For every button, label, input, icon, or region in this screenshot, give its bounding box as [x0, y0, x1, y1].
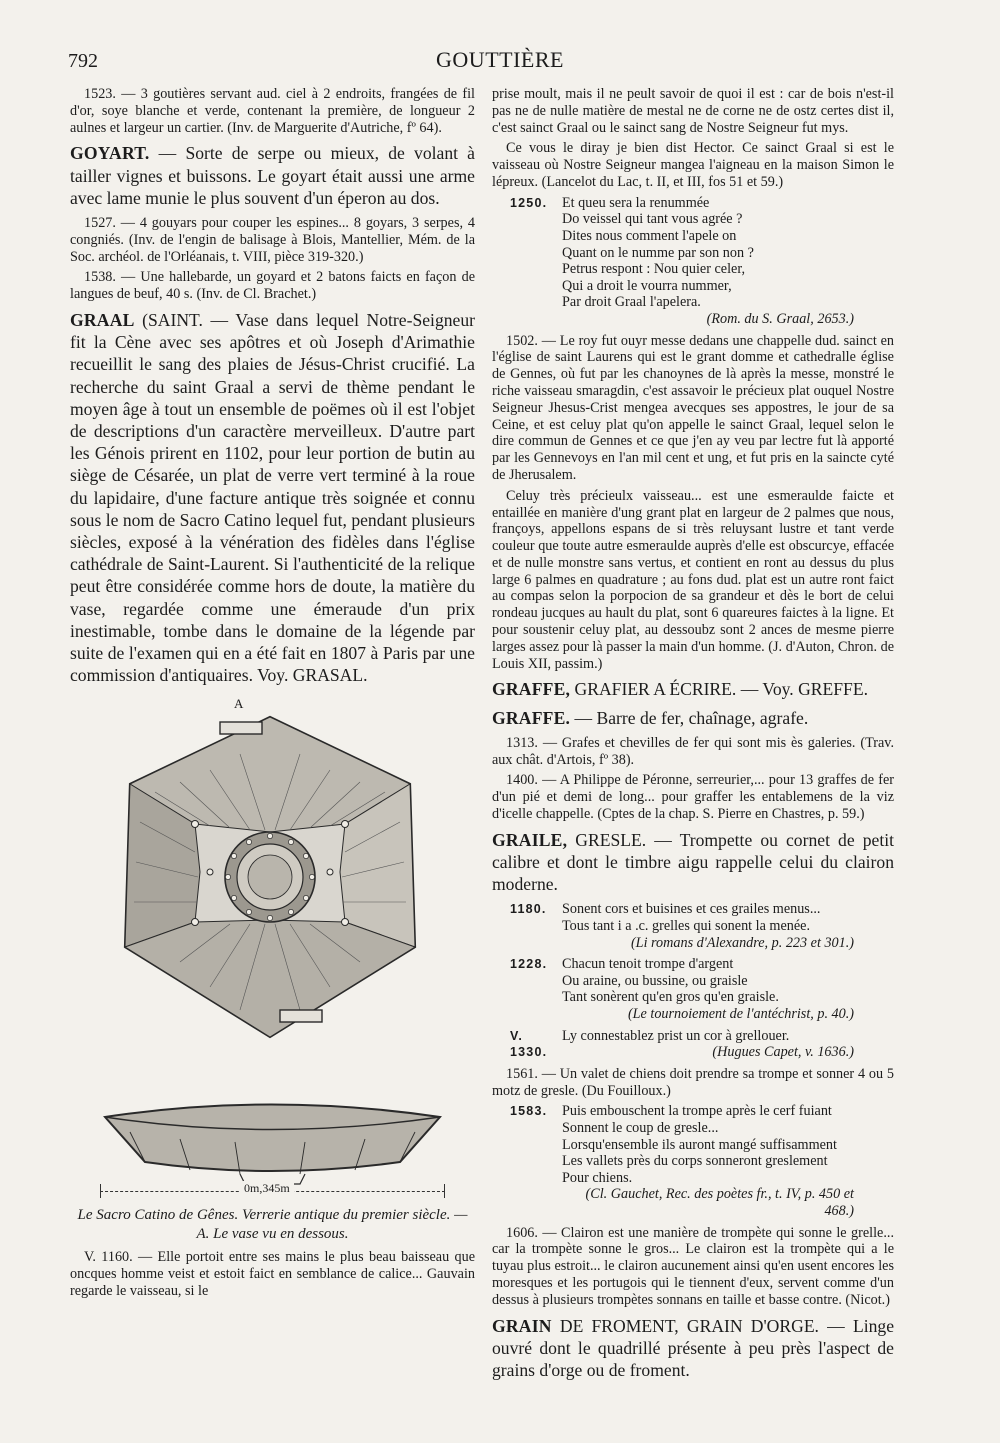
definition-graffe-2: — Barre de fer, chaînage, agrafe.: [570, 707, 809, 728]
verse-line: Ly connestablez prist un cor à grellouer.: [562, 1027, 790, 1044]
verse-line: Tous tant i a .c. grelles qui sonent la menée.: [562, 918, 811, 935]
dish-handle-bottom: [280, 1010, 322, 1022]
entry-grain: [492, 1315, 894, 1382]
definition-graal: — Vase dans lequel Notre-Seigneur fit la Cène avec ses apôtres et où Joseph d'Arimathie recueillit le sang des plaies de Jésus-Christ crucifié. La recherche du saint Graal a servi de thème pendant le moyen âge à tout un ensemble de poëmes où il est l'objet de descriptions d'un caractère merveilleux. D'autre part les Génois prirent en 1102, pour leur portion de butin au siège de Césarée, un plat de verre vert terminé à la roue du lapidaire, d'une facture antique très soignée et connu sous le nom de Sacro Catino lequel fut, pendant plusieurs siècles, exposé à la vénération des fidèles dans l'église cathédrale de Saint-Laurent. Si l'authenticité de la relique peut être considérée comme hors de doute, la matière du vase, regardée comme une émeraude d'un prix inestimable, tombe dans le domaine de la légende par suite de l'examen qui en a été fait en 1807 à Paris par une commission d'antiquaires. Voy. GRASAL.: [70, 309, 475, 686]
verse-line: Tant sonèrent qu'en gros qu'en graisle.: [562, 989, 779, 1006]
verse-source: (Rom. du S. Graal, 2653.): [706, 310, 854, 327]
subhead-graal: (SAINT.: [134, 309, 203, 330]
quote-continued-2: Ce vous le diray je bien dist Hector. Ce sainct Graal si est le vaisseau où Nostre Seigneur mangea l'aigneau en la maison Simon le lépreux. (Lancelot du Lac, t. II, et III, fos 51 et 59.): [492, 140, 894, 190]
scale-bar: [100, 1181, 445, 1198]
verse-year: 1250.: [510, 195, 548, 210]
definition-grain: DE FROMENT, GRAIN D'ORGE. — Linge ouvré dont le quadrillé présente à peu près l'aspect de grains d'orge ou de froment.: [492, 1315, 894, 1380]
verse-year: 1228.: [510, 957, 548, 972]
verse-source: (Li romans d'Alexandre, p. 223 et 301.): [630, 934, 854, 951]
left-column: [70, 86, 475, 1304]
entry-graal: [70, 309, 475, 686]
verse-line: Petrus respont : Nou quier celer,: [562, 261, 746, 278]
verse-source: (Hugues Capet, v. 1636.): [712, 1044, 854, 1061]
quote-1400: 1400. — A Philippe de Péronne, serreurier,... pour 13 graffes de fer d'un pié et demi de long... pour graffer les entablemens de la viz d'icelle chappelle. (Cptes de la chap. S. Pierre en Chastres, p. 59.): [492, 772, 894, 823]
headword-graal: GRAAL: [70, 309, 135, 330]
dish-facet-bottom: [125, 920, 415, 1037]
entry-graffe-2: [492, 707, 894, 729]
definition-graile: GRESLE. — Trompette ou cornet de petit calibre et dont le timbre aigu rappelle celui du clairon moderne.: [492, 829, 894, 895]
hexagonal-dish-drawing: [70, 692, 475, 1237]
verse-source: (Le tournoiement de l'antéchrist, p. 40.): [627, 1006, 854, 1023]
quote-continued: prise moult, mais il ne peult savoir de quoi il est : car de bois n'est-il pas ne de nulle matière de mestal ne de corne ne de ostz certes dist il, c'est sainct Graal ou le sainct sang de Nostre Seigneur fut mys.: [492, 86, 894, 136]
quote-1502: 1502. — Le roy fut ouyr messe dedans une chappelle dud. sainct en l'église de saint Laurens qui est le grant domme et cathedralle église de Gennes, où fut par les chanoynes de là après la messe, monstré le riche vaisseau smaragdin, c'est assavoir le précieux plat ouquel Nostre Seigneur Jhesus-Crist mengea avecques ses appostres, le jour de sa Ceine, et est celuy plat qu'on appelle le sainct Graal, lequel selon le dire commun de Gennes et ce que j'en ay veu par lectre fut là apporté par les Gennevoys en l'an mil cent et ung, et fut pris en la saincte cyté de Jherusalem.: [492, 332, 894, 483]
verse-1583: [492, 1103, 894, 1219]
quote-1538: 1538. — Une hallebarde, un goyard et 2 batons faicts en façon de langues de beuf, 40 s. (Inv. de Cl. Brachet.): [70, 269, 475, 303]
verse-1228: [492, 956, 894, 1022]
running-title: GOUTTIÈRE: [436, 47, 564, 72]
sacro-catino-figure: [70, 692, 475, 1243]
verse-year: 1583.: [510, 1104, 548, 1119]
definition-graffe-1: GRAFIER A ÉCRIRE. — Voy. GREFFE.: [570, 679, 868, 700]
verse-year: 1180.: [510, 902, 547, 917]
dish-profile-view: [105, 1105, 440, 1185]
quote-1523: 1523. — 3 goutières servant aud. ciel à 2 endroits, frangées de fil d'or, soye blanche et verde, contenant la première, de longueur 2 aulnes et largeur un cartier. (Inv. de Marguerite d'Autriche, fº 64).: [70, 86, 475, 136]
verse-1250: [492, 195, 894, 328]
verse-1180: [492, 901, 894, 951]
quote-1160: V. 1160. — Elle portoit entre ses mains le plus beau baisseau que oncques homme veist et estoit faict en semblance de calice... Gauvain regarde le vaisseau, si le: [70, 1249, 475, 1300]
verse-1330: [492, 1028, 894, 1061]
verse-line: Par droit Graal l'apelera.: [562, 294, 701, 311]
verse-line: Qui a droit le vourra nummer,: [562, 277, 732, 294]
verse-line: Quant on le numme par son non ?: [562, 244, 754, 261]
headword-graile: GRAILE,: [492, 829, 568, 850]
verse-line: Sonnent le coup de gresle...: [562, 1120, 719, 1136]
verse-line: Pour chiens.: [562, 1169, 633, 1186]
scale-label: 0m,345m: [240, 1181, 294, 1196]
verse-line: Puis embouschent la trompe après le cerf fuiant: [562, 1103, 832, 1120]
verse-line: Les vallets près du corps sonneront greslement: [562, 1153, 828, 1170]
quote-1561: 1561. — Un valet de chiens doit prendre sa trompe et sonner 4 ou 5 motz de gresle. (Du Fouilloux.): [492, 1065, 894, 1099]
headword-grain: GRAIN: [492, 1315, 552, 1336]
entry-graile: [492, 829, 894, 896]
verse-line: Lorsqu'ensemble ils auront mangé suffisamment: [562, 1136, 837, 1153]
verse-line: Sonent cors et buisines et ces grailes menus...: [562, 901, 821, 918]
figure-label-a: A: [234, 696, 244, 712]
verse-source: (Cl. Gauchet, Rec. des poètes fr., t. IV, p. 450 et 468.): [585, 1186, 854, 1219]
right-column: [492, 86, 894, 1387]
headword-goyart: GOYART.: [70, 143, 150, 164]
headword-graffe: GRAFFE,: [492, 679, 571, 700]
verse-line: Et queu sera la renummée: [562, 194, 710, 211]
quote-1606: 1606. — Clairon est une manière de trompète qui sonne le grelle... car la trompète sonne le gros... Le clairon est la trompète qui a le tuyau plus estroit... le clairon aucunement ainsi qu'en usent encores les moresques et les portugois qui le tiennent d'eux, servent comme d'un dessus à plusieurs trompètes sonnans en taille et basse contre. (Nicot.): [492, 1224, 894, 1308]
quote-1313: 1313. — Grafes et chevilles de fer qui sont mis ès galeries. (Trav. aux chât. d'Artois, fº 38).: [492, 734, 894, 768]
verse-line: Chacun tenoit trompe d'argent: [562, 956, 734, 973]
dish-handle-top: [220, 722, 262, 734]
verse-year: V. 1330.: [510, 1028, 548, 1060]
verse-line: Ou araine, ou bussine, ou graisle: [562, 972, 748, 989]
verse-line: Dites nous comment l'apele on: [562, 227, 737, 244]
figure-caption: Le Sacro Catino de Gênes. Verrerie antique du premier siècle. — A. Le vase vu en dessous.: [77, 1207, 468, 1243]
quote-1527: 1527. — 4 gouyars pour couper les espines... 8 goyars, 3 serpes, 4 congniés. (Inv. de l'engin de balisage à Blois, Mantellier, Mém. de la Soc. archéol. de l'Orléanais, t. VIII, pièce 319-320.): [70, 215, 475, 265]
verse-line: Do veissel qui tant vous agrée ?: [562, 211, 743, 228]
entry-goyart: [70, 142, 475, 209]
headword-graffe-2: GRAFFE.: [492, 707, 571, 728]
entry-graffe-1: [492, 678, 894, 700]
quote-1502-continued: Celuy très précieulx vaisseau... est une esmeraulde faicte et entaillée en manière d'ung grant plat en largeur de 2 palmes que nous, françoys, appellons espans de si très reluysant lustre et tant verde couleur que toute autre esmeraulde auprès d'elle est obscurcye, effacée et de nulle monstre sans vertus, et contient en ront au dessus du plus large 6 palmes en quadrature ; au fons dud. plat est un autre ront faict au compas selon la porpocion de sa grandeur et dès le bort de celui rondeau jucques au hault du plat, sont 6 quareures faictes à la ligne. Et pour soustenir celuy plat, au dessoubz sont 2 ances de mesme pierre larges assez pour là passer la main d'un homme. (J. d'Auton, Chron. de Louis XII, passim.): [492, 487, 894, 672]
definition-goyart: — Sorte de serpe ou mieux, de volant à tailler vignes et buissons. Le goyart était aussi une arme avec lame munie le plus souvent d'un éperon au dos.: [70, 143, 475, 208]
page-number: 792: [68, 50, 98, 72]
